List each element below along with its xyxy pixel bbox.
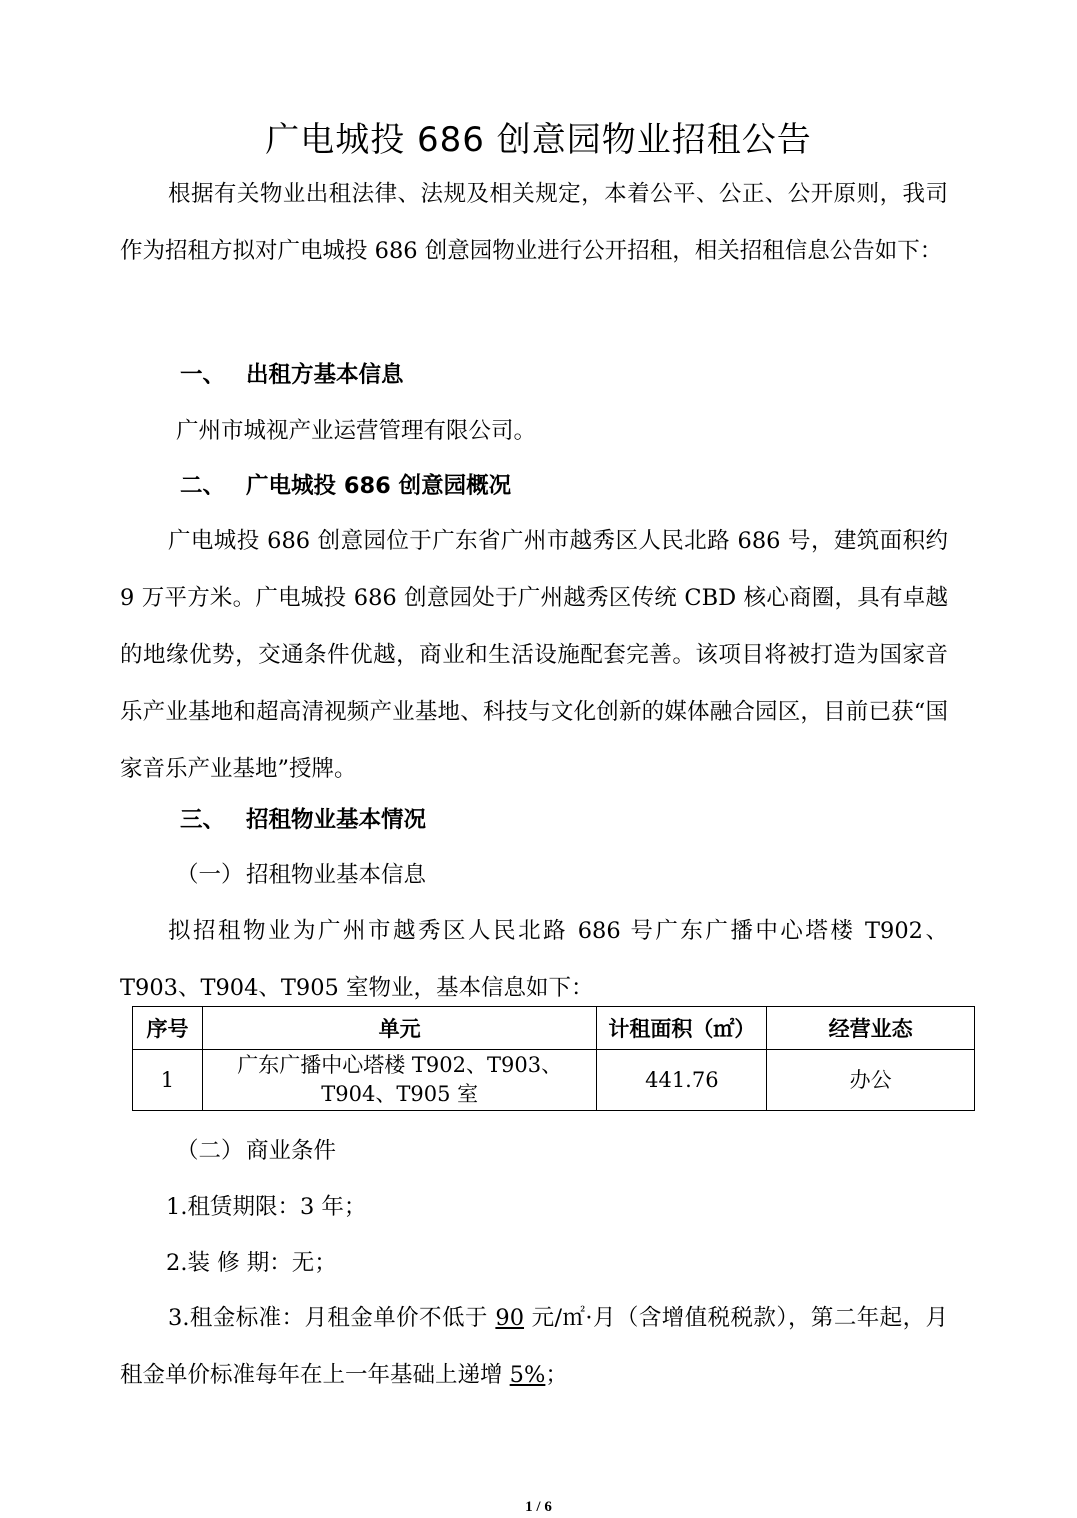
rent-rate: 5% — [509, 1362, 546, 1388]
section-2-number: 二、 — [180, 473, 226, 499]
section-3-title: 招租物业基本情况 — [246, 807, 427, 833]
section-1-body: 广州市城视产业运营管理有限公司。 — [176, 418, 537, 444]
table-header-row — [133, 1007, 975, 1050]
section-2-body: 广电城投 686 创意园位于广东省广州市越秀区人民北路 686 号，建筑面积约 9 万平方米。广电城投 686 创意园处于广州越秀区传统 CBD 核心商圈，具有卓越的地缘优势，交通条件优越，商业和生活设施配套完善。该项目将被打造为国家音乐产业基地和超高清视频产业基地、科技与文化创新的媒体融合园区，目前已获“国家音乐产业基地”授牌。 — [120, 528, 948, 782]
section-3-heading — [180, 802, 426, 838]
section-1-heading — [180, 357, 404, 393]
subsection-1-body: 拟招租物业为广州市越秀区人民北路 686 号广东广播中心塔楼 T902、T903、T904、T905 室物业，基本信息如下： — [120, 918, 948, 1001]
subsection-2-number: （二） — [176, 1138, 244, 1164]
table-cell-index: 1 — [133, 1050, 203, 1111]
condition-decoration: 2.装 修 期：无； — [166, 1250, 337, 1276]
rent-prefix: 3.租金标准：月租金单价不低于 — [168, 1305, 496, 1331]
rent-mid: 元/㎡·月（含增值税税款），第二年起，月租金单价标准每年在上一年基础上递增 — [120, 1305, 948, 1388]
subsection-2-heading — [176, 1133, 336, 1169]
section-1-number: 一、 — [180, 362, 226, 388]
subsection-1-heading — [176, 857, 426, 893]
table-cell-unit: 广东广播中心塔楼 T902、T903、T904、T905 室 — [202, 1050, 596, 1111]
section-1-title: 出租方基本信息 — [246, 362, 404, 388]
table-cell-use: 办公 — [767, 1050, 975, 1111]
condition-rent — [120, 1290, 948, 1404]
page-number: 1 / 6 — [525, 1499, 552, 1515]
section-2-heading — [180, 468, 511, 504]
intro-paragraph: 根据有关物业出租法律、法规及相关规定，本着公平、公正、公开原则，我司作为招租方拟对广电城投 686 创意园物业进行公开招租，相关招租信息公告如下： — [120, 181, 948, 264]
rent-price: 90 — [495, 1305, 525, 1331]
table-header-cell: 计租面积（㎡） — [597, 1007, 767, 1050]
subsection-1-title: 招租物业基本信息 — [246, 862, 427, 888]
section-2-title: 广电城投 686 创意园概况 — [246, 473, 512, 499]
subsection-1-number: （一） — [176, 862, 244, 888]
table-header-cell: 经营业态 — [767, 1007, 975, 1050]
table-header-cell: 序号 — [133, 1007, 203, 1050]
document-title: 广电城投 686 创意园物业招租公告 — [265, 120, 812, 160]
table-header-cell: 单元 — [202, 1007, 596, 1050]
condition-term: 1.租赁期限：3 年； — [166, 1194, 367, 1220]
property-table — [132, 1006, 975, 1111]
rent-suffix: ； — [545, 1362, 568, 1388]
subsection-2-title: 商业条件 — [246, 1138, 337, 1164]
table-cell-area: 441.76 — [597, 1050, 767, 1111]
section-3-number: 三、 — [180, 807, 226, 833]
table-row — [133, 1050, 975, 1111]
